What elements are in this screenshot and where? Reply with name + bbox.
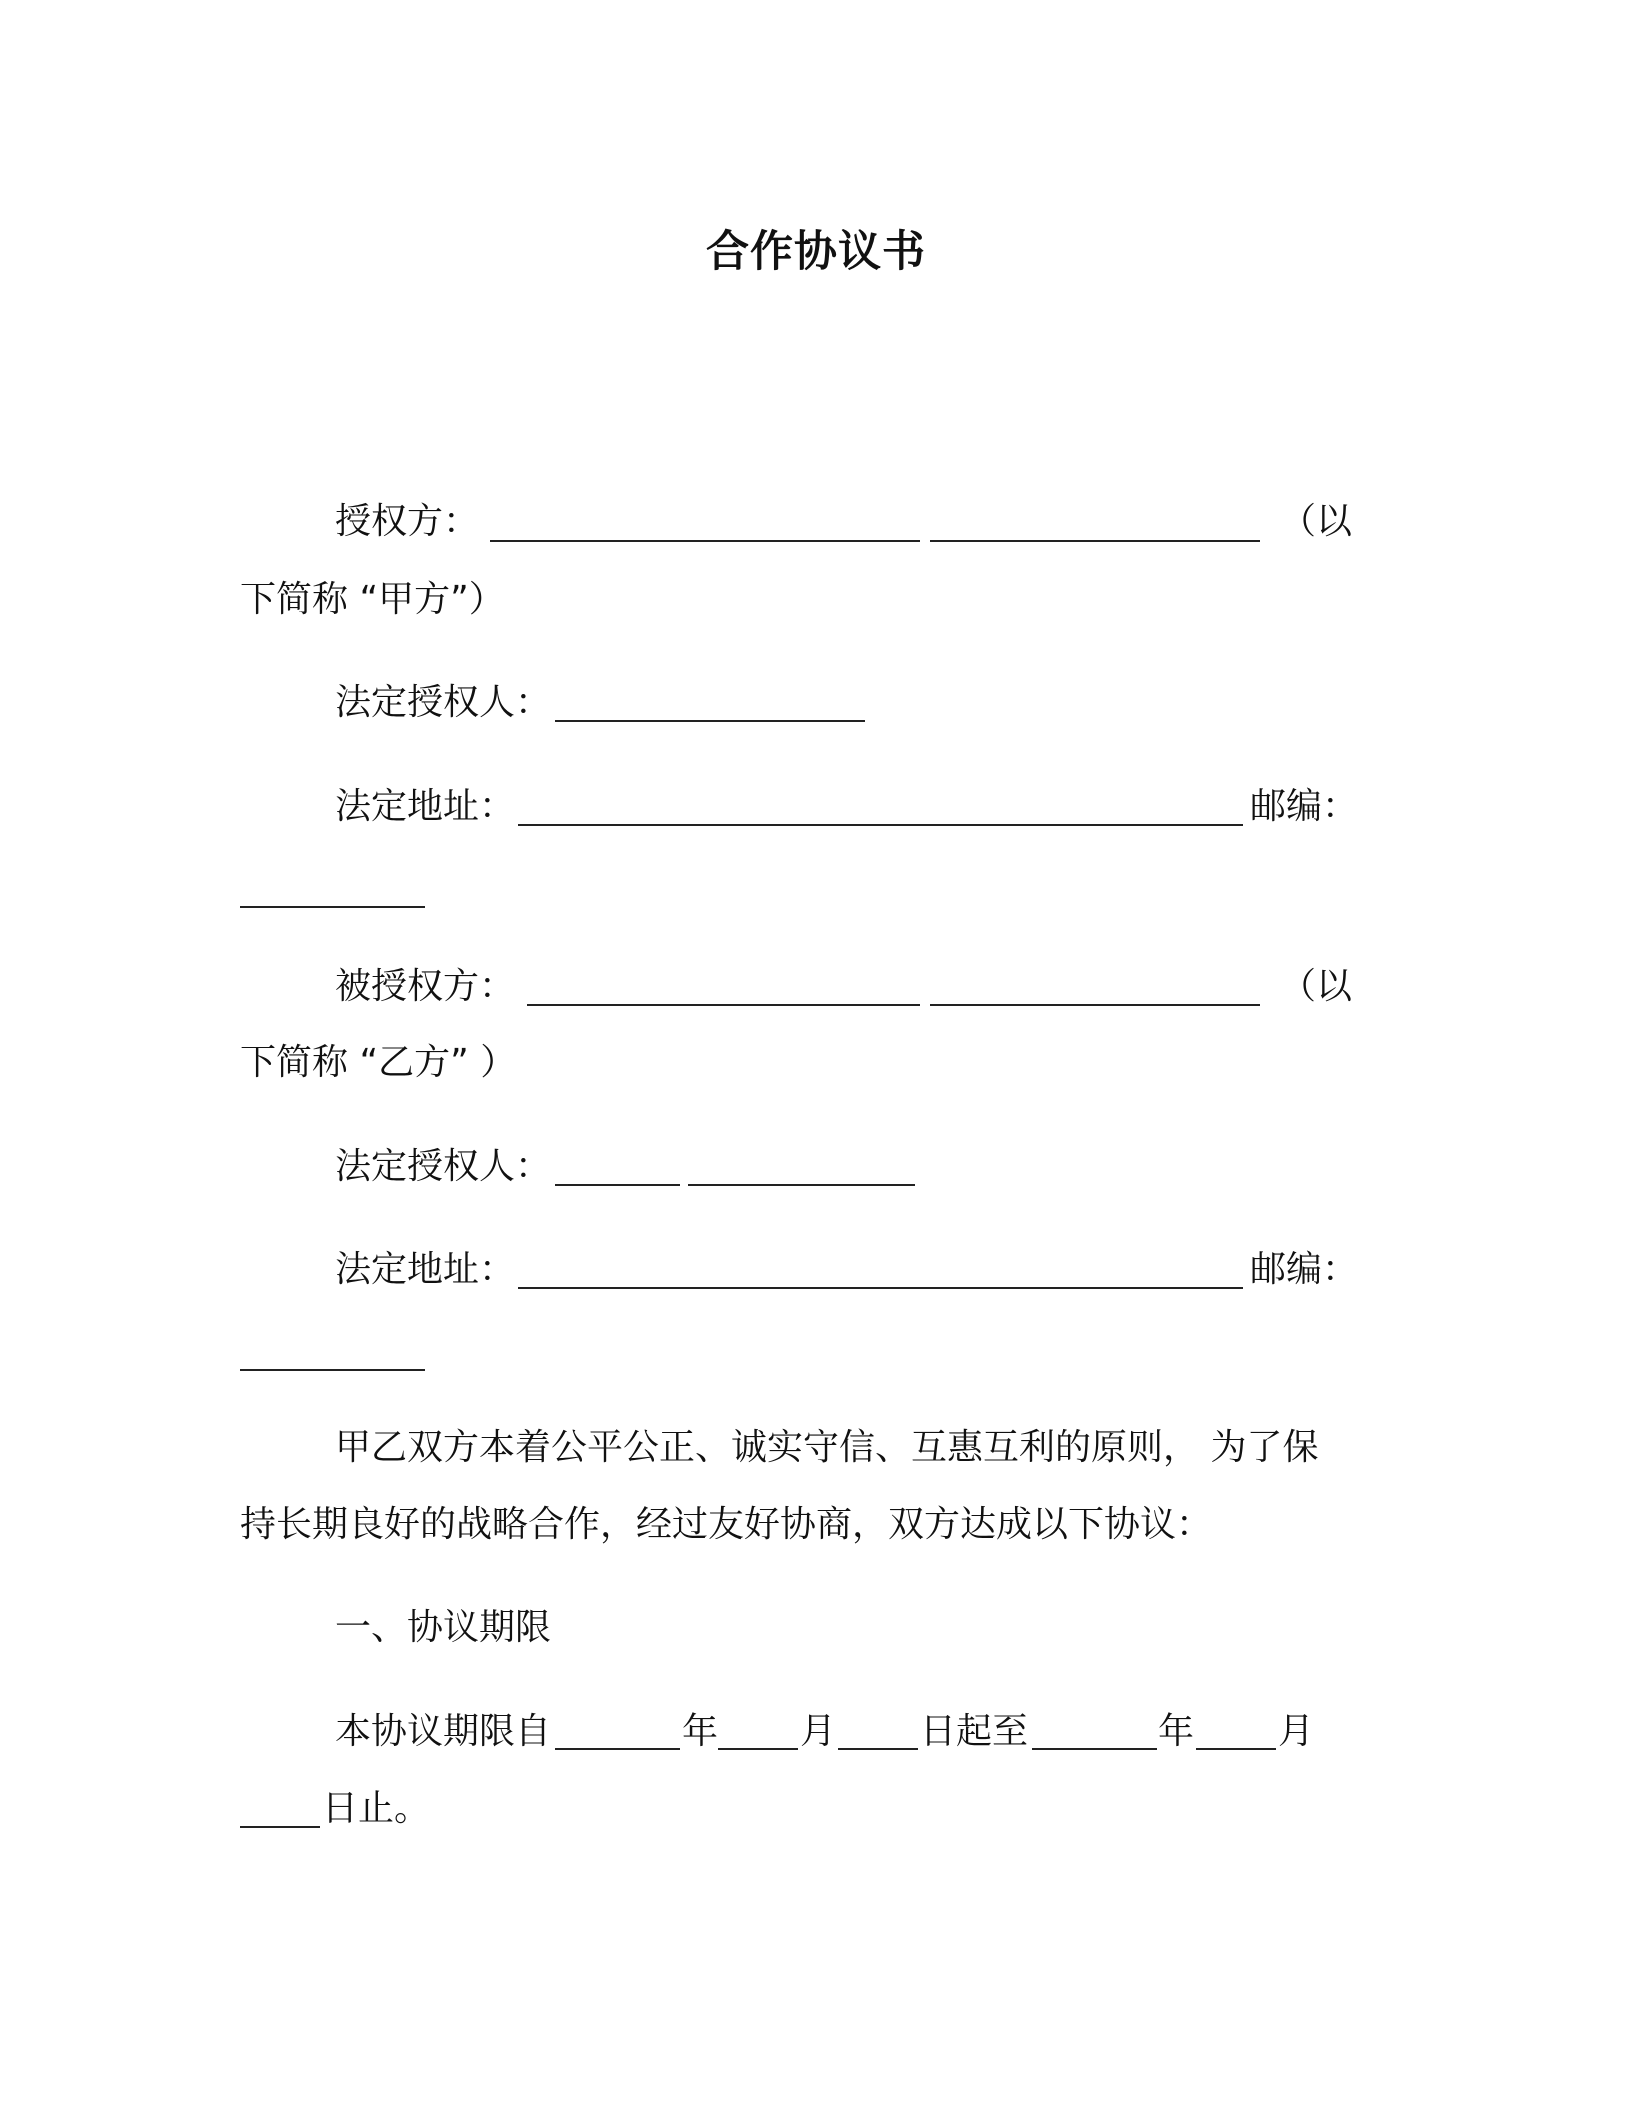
end-year-blank[interactable]	[1032, 1748, 1157, 1750]
party-a-label: 授权方：	[335, 501, 480, 542]
party-b-addr-label: 法定地址：	[335, 1249, 516, 1290]
party-b-postal-blank[interactable]	[240, 1369, 425, 1371]
end-day-blank[interactable]	[240, 1826, 320, 1828]
document-title: 合作协议书	[706, 227, 926, 277]
end-month-blank[interactable]	[1196, 1748, 1276, 1750]
party-b-postal-label: 邮编：	[1250, 1249, 1359, 1290]
start-month-blank[interactable]	[718, 1748, 798, 1750]
party-a-rep-blank[interactable]	[555, 720, 865, 722]
term-start-label: 本协议期限自	[335, 1711, 552, 1752]
party-b-label: 被授权方：	[335, 966, 516, 1007]
party-b-suffix-1: （以	[1280, 966, 1353, 1007]
end-year-label: 年	[1158, 1711, 1195, 1752]
start-day-blank[interactable]	[838, 1748, 918, 1750]
party-b-name-blank-2[interactable]	[930, 1004, 1260, 1006]
party-a-rep-label: 法定授权人：	[335, 682, 552, 723]
party-a-postal-blank[interactable]	[240, 906, 425, 908]
end-month-label: 月	[1278, 1711, 1315, 1752]
party-b-rep-label: 法定授权人：	[335, 1146, 552, 1187]
party-a-name-blank-1[interactable]	[490, 540, 920, 542]
party-b-suffix-2: 下简称 “乙方” ）	[240, 1042, 517, 1083]
party-a-suffix-1: （以	[1280, 501, 1353, 542]
party-a-name-blank-2[interactable]	[930, 540, 1260, 542]
party-b-name-blank-1[interactable]	[527, 1004, 920, 1006]
section-1-heading: 一、协议期限	[335, 1607, 552, 1648]
start-month-label: 月	[800, 1711, 837, 1752]
start-day-label: 日起至	[920, 1711, 1029, 1752]
start-year-blank[interactable]	[555, 1748, 680, 1750]
preamble-line-2: 持长期良好的战略合作，经过友好协商，双方达成以下协议：	[240, 1504, 1213, 1545]
end-day-label: 日止。	[322, 1788, 431, 1829]
party-a-suffix-2: 下简称 “甲方”）	[240, 579, 505, 620]
preamble-line-1: 甲乙双方本着公平公正、诚实守信、互惠互利的原则， 为了保	[335, 1427, 1319, 1468]
party-a-addr-label: 法定地址：	[335, 786, 516, 827]
party-b-addr-blank[interactable]	[518, 1287, 1243, 1289]
start-year-label: 年	[682, 1711, 719, 1752]
party-b-rep-blank-2[interactable]	[688, 1184, 915, 1186]
party-a-addr-blank[interactable]	[518, 824, 1243, 826]
party-b-rep-blank-1[interactable]	[555, 1184, 680, 1186]
party-a-postal-label: 邮编：	[1250, 786, 1359, 827]
